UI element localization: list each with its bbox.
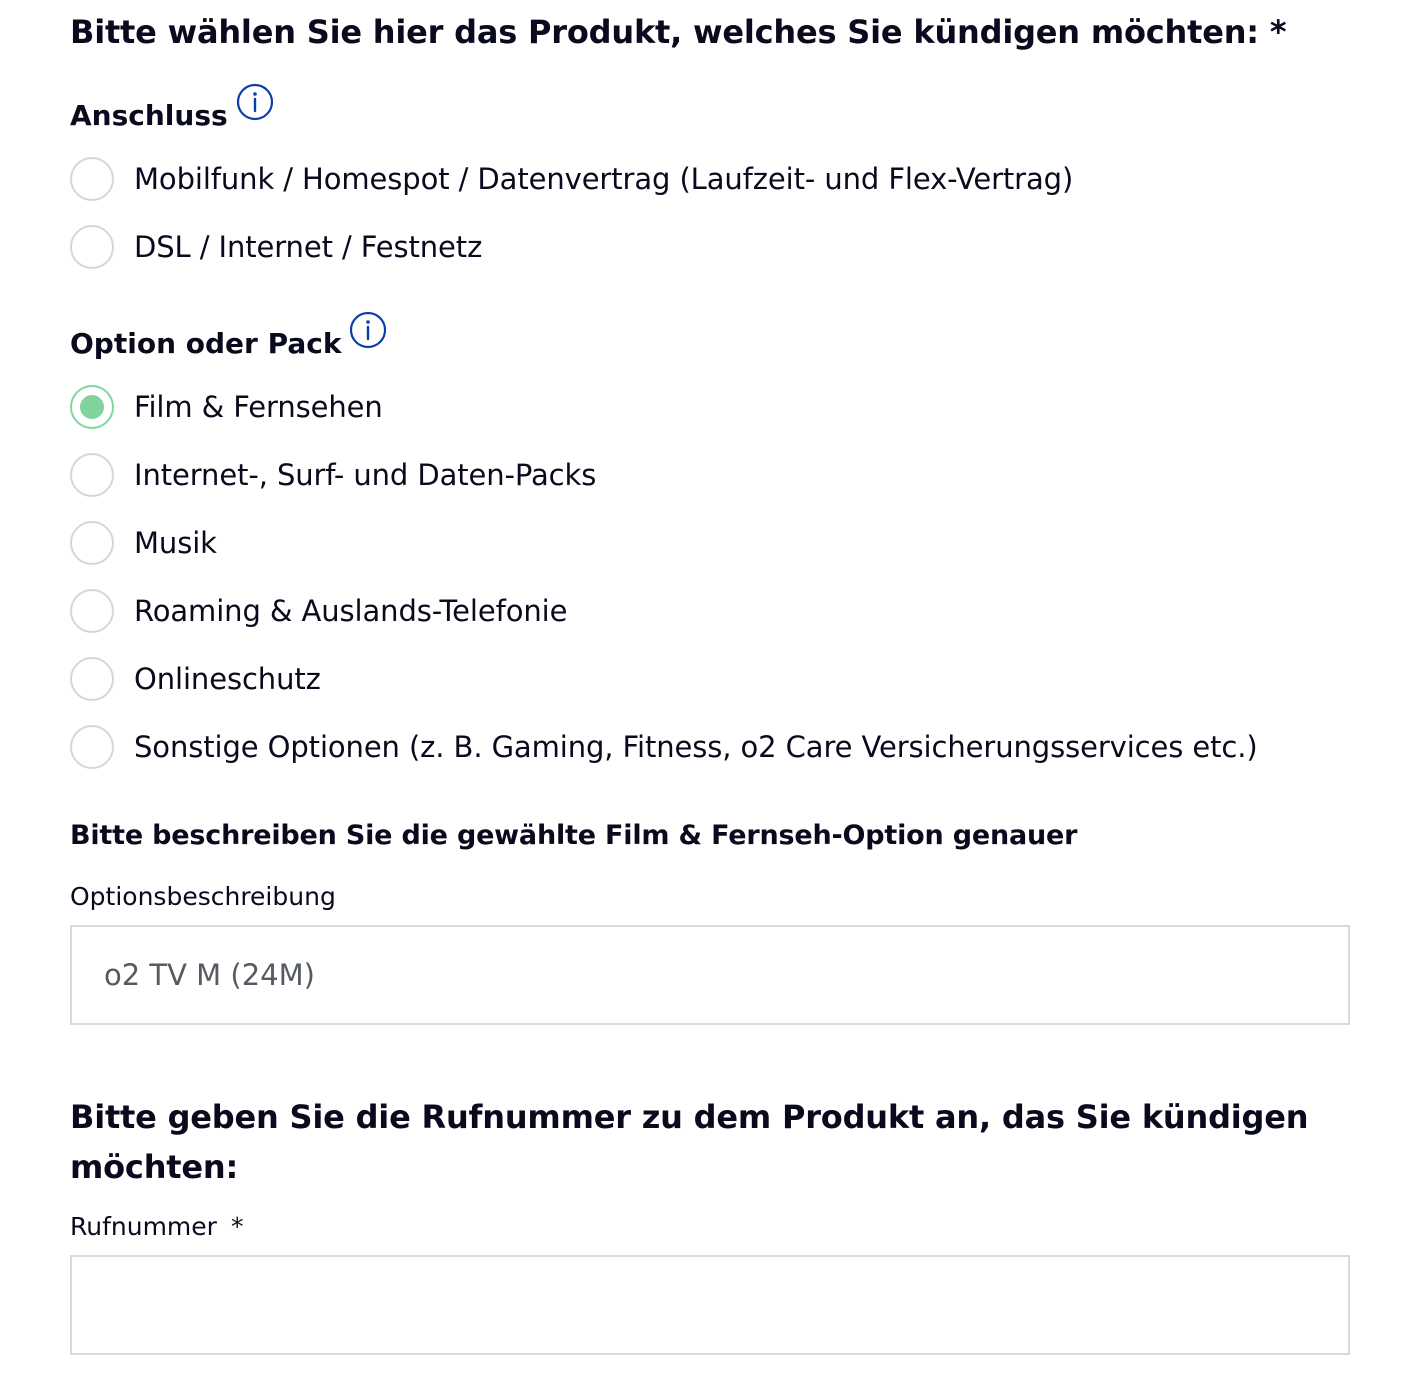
radio-button-selected[interactable] (70, 385, 114, 429)
radio-button[interactable] (70, 225, 114, 269)
info-icon[interactable] (349, 311, 387, 349)
phone-number-input[interactable] (70, 1255, 1350, 1355)
phone-number-label: Rufnummer (70, 1212, 217, 1241)
option-description-input[interactable] (70, 925, 1350, 1025)
radio-option-daten-packs[interactable] (70, 451, 596, 499)
anschluss-heading (70, 98, 274, 134)
radio-option-mobilfunk[interactable] (70, 155, 1073, 203)
radio-selected-dot (80, 395, 104, 419)
radio-label: Internet-, Surf- und Daten-Packs (134, 458, 597, 492)
phone-number-label-row (70, 1211, 243, 1243)
radio-option-roaming[interactable] (70, 587, 567, 635)
radio-button[interactable] (70, 725, 114, 769)
option-description-label: Optionsbeschreibung (70, 882, 336, 911)
option-pack-heading-label: Option oder Pack (70, 327, 342, 360)
option-description-question: Bitte beschreiben Sie die gewählte Film & Fernseh-Option genauer (70, 820, 1078, 851)
radio-button[interactable] (70, 157, 114, 201)
radio-option-onlineschutz[interactable] (70, 655, 321, 703)
radio-option-dsl[interactable] (70, 223, 482, 271)
radio-button[interactable] (70, 453, 114, 497)
product-selection-question: Bitte wählen Sie hier das Produkt, welches Sie kündigen möchten: * (70, 13, 1287, 51)
radio-button[interactable] (70, 589, 114, 633)
radio-button[interactable] (70, 657, 114, 701)
option-pack-heading (70, 326, 387, 362)
radio-label: Sonstige Optionen (z. B. Gaming, Fitness, o2 Care Versicherungsservices etc.) (134, 730, 1258, 764)
radio-button[interactable] (70, 521, 114, 565)
radio-label: Film & Fernsehen (134, 390, 383, 424)
radio-label: Roaming & Auslands-Telefonie (134, 594, 568, 628)
anschluss-heading-label: Anschluss (70, 99, 228, 132)
radio-label: Onlineschutz (134, 662, 321, 696)
info-icon[interactable] (236, 83, 274, 121)
radio-option-film-fernsehen[interactable] (70, 383, 383, 431)
radio-option-musik[interactable] (70, 519, 217, 567)
radio-label: Musik (134, 526, 217, 560)
phone-number-question: Bitte geben Sie die Rufnummer zu dem Produkt an, das Sie kündigen möchten: (70, 1098, 1309, 1186)
radio-option-sonstige[interactable] (70, 723, 1258, 771)
radio-label: Mobilfunk / Homespot / Datenvertrag (Laufzeit- und Flex-Vertrag) (134, 162, 1074, 196)
required-marker: * (230, 1212, 244, 1241)
radio-label: DSL / Internet / Festnetz (134, 230, 483, 264)
